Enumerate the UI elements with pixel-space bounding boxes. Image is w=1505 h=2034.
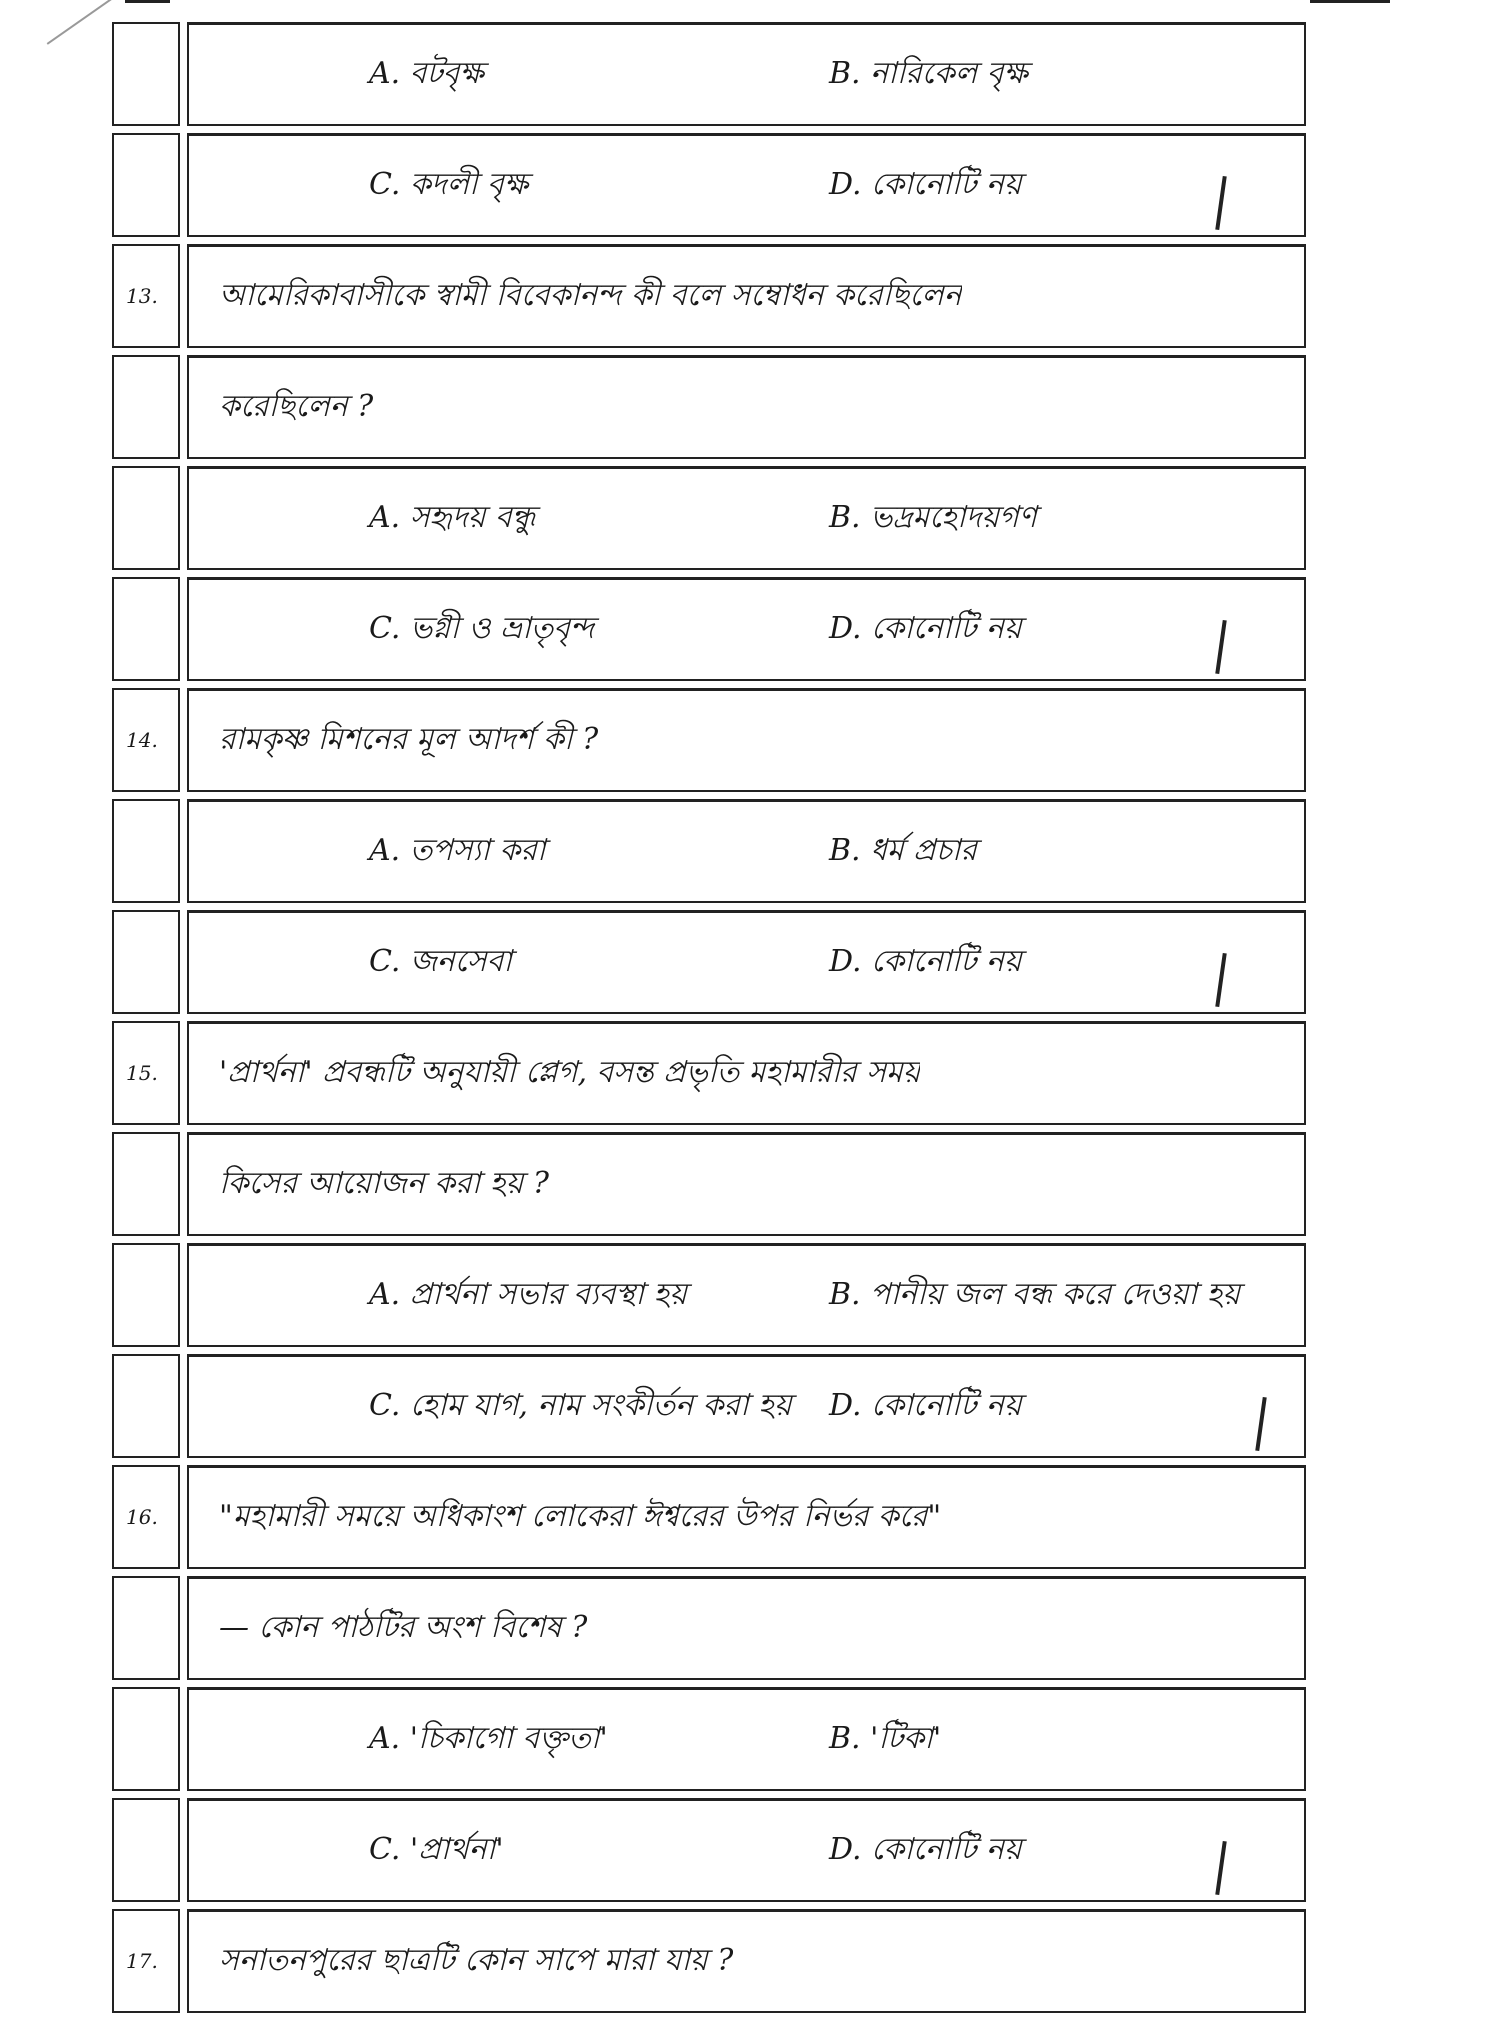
question-text: সনাতনপুরের ছাত্রটি কোন সাপে মারা যায় ? — [219, 1943, 734, 1978]
option-a: A. বটবৃক্ষ — [369, 56, 484, 91]
row-content — [187, 910, 1306, 1014]
check-mark-icon — [1215, 953, 1226, 1007]
option-a: A. সহৃদয় বন্ধু — [369, 500, 536, 535]
question-number — [112, 1798, 180, 1902]
row-content — [187, 577, 1306, 681]
check-mark-icon — [1215, 176, 1226, 230]
question-number: 16. — [112, 1465, 180, 1569]
option-b: B. ধর্ম প্রচার — [829, 833, 977, 868]
question-text: রামকৃষ্ণ মিশনের মূল আদর্শ কী ? — [219, 722, 599, 757]
row-content — [187, 1465, 1306, 1569]
table-row — [112, 22, 1306, 126]
row-content — [187, 1909, 1306, 2013]
check-mark-icon — [1255, 1397, 1266, 1451]
question-text: 'প্রার্থনা' প্রবন্ধটি অনুযায়ী প্লেগ, বসন্ত প্রভৃতি মহামারীর সময় — [219, 1055, 921, 1090]
option-a: C. হোম যাগ, নাম সংকীর্তন করা হয় — [369, 1388, 792, 1423]
option-b: B. 'টিকা' — [829, 1721, 942, 1756]
table-row — [112, 1243, 1306, 1347]
option-b: B. ভদ্রমহোদয়গণ — [829, 500, 1037, 535]
table-row — [112, 1576, 1306, 1680]
option-b: D. কোনোটি নয় — [829, 167, 1022, 202]
top-edge-mark — [125, 0, 170, 3]
question-number: 15. — [112, 1021, 180, 1125]
question-text: কিসের আয়োজন করা হয় ? — [219, 1166, 549, 1201]
question-number — [112, 133, 180, 237]
table-row — [112, 1687, 1306, 1791]
table-row — [112, 1798, 1306, 1902]
option-a: C. জনসেবা — [369, 944, 512, 979]
table-row — [112, 1909, 1306, 2013]
table-row — [112, 1021, 1306, 1125]
option-a: A. তপস্যা করা — [369, 833, 546, 868]
question-number — [112, 355, 180, 459]
question-number — [112, 22, 180, 126]
question-number — [112, 1354, 180, 1458]
row-content — [187, 1243, 1306, 1347]
option-a: C. 'প্রার্থনা' — [369, 1832, 504, 1867]
question-number — [112, 1687, 180, 1791]
option-a: A. 'চিকাগো বক্তৃতা' — [369, 1721, 608, 1756]
question-number — [112, 1132, 180, 1236]
table-row — [112, 355, 1306, 459]
top-edge-mark — [1310, 0, 1390, 3]
row-content — [187, 466, 1306, 570]
question-number — [112, 1243, 180, 1347]
option-b: D. কোনোটি নয় — [829, 1832, 1022, 1867]
row-content — [187, 355, 1306, 459]
question-text: আমেরিকাবাসীকে স্বামী বিবেকানন্দ কী বলে সম্বোধন করেছিলেন — [219, 278, 962, 313]
option-a: A. প্রার্থনা সভার ব্যবস্থা হয় — [369, 1277, 687, 1312]
question-text: — কোন পাঠটির অংশ বিশেষ ? — [219, 1610, 588, 1645]
row-content — [187, 1354, 1306, 1458]
option-a: C. ভগ্নী ও ভ্রাতৃবৃন্দ — [369, 611, 595, 646]
row-content — [187, 133, 1306, 237]
table-row — [112, 466, 1306, 570]
table-row — [112, 1465, 1306, 1569]
option-b: D. কোনোটি নয় — [829, 944, 1022, 979]
table-row — [112, 910, 1306, 1014]
table-row — [112, 799, 1306, 903]
question-number — [112, 910, 180, 1014]
question-number — [112, 577, 180, 681]
question-number: 14. — [112, 688, 180, 792]
question-text: করেছিলেন ? — [219, 389, 374, 424]
row-content — [187, 22, 1306, 126]
table-row — [112, 1132, 1306, 1236]
question-number: 13. — [112, 244, 180, 348]
row-content — [187, 1687, 1306, 1791]
row-content — [187, 688, 1306, 792]
row-content — [187, 1132, 1306, 1236]
row-content — [187, 1798, 1306, 1902]
option-b: B. পানীয় জল বন্ধ করে দেওয়া হয় — [829, 1277, 1241, 1312]
row-content — [187, 244, 1306, 348]
question-number — [112, 1576, 180, 1680]
row-content — [187, 1021, 1306, 1125]
option-a: C. কদলী বৃক্ষ — [369, 167, 529, 202]
table-row — [112, 1354, 1306, 1458]
question-number — [112, 466, 180, 570]
check-mark-icon — [1215, 620, 1226, 674]
question-number — [112, 799, 180, 903]
table-row — [112, 688, 1306, 792]
table-row — [112, 133, 1306, 237]
table-row — [112, 244, 1306, 348]
scan-edge-mark — [47, 0, 114, 45]
option-b: D. কোনোটি নয় — [829, 611, 1022, 646]
row-content — [187, 799, 1306, 903]
option-b: B. নারিকেল বৃক্ষ — [829, 56, 1028, 91]
question-number: 17. — [112, 1909, 180, 2013]
question-text: "মহামারী সময়ে অধিকাংশ লোকেরা ঈশ্বরের উপর নির্ভর করে" — [219, 1499, 942, 1534]
row-content — [187, 1576, 1306, 1680]
answer-sheet-table — [112, 22, 1306, 2020]
table-row — [112, 577, 1306, 681]
check-mark-icon — [1215, 1841, 1226, 1895]
option-b: D. কোনোটি নয় — [829, 1388, 1022, 1423]
